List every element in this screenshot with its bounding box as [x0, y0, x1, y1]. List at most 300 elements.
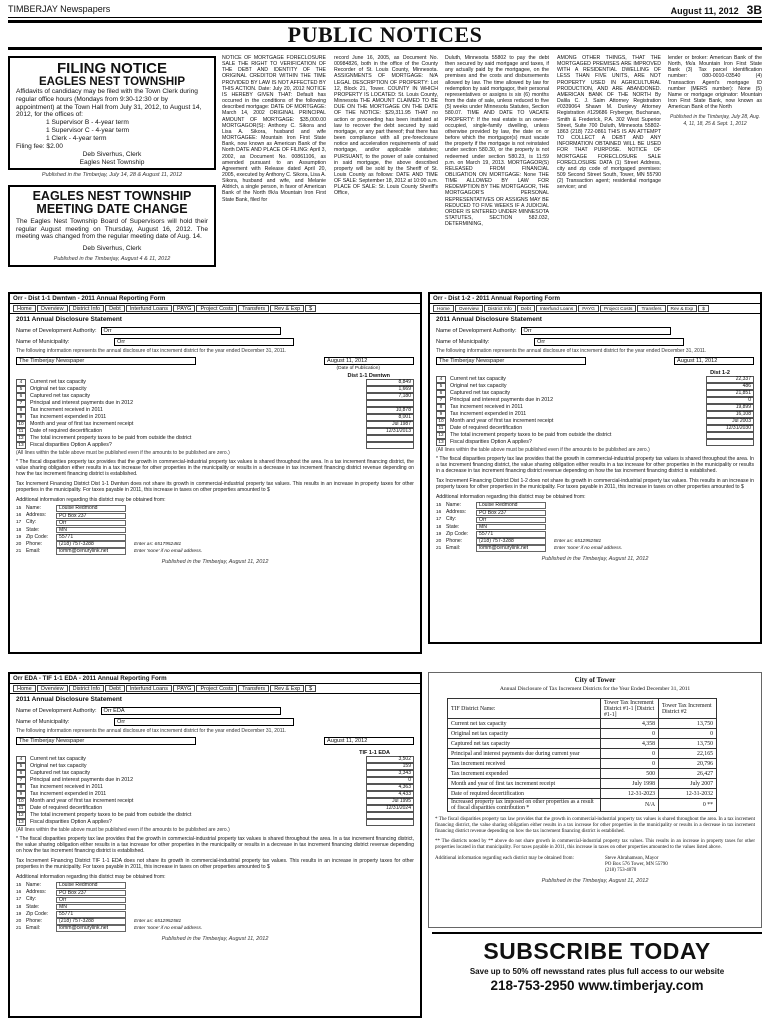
district-1-value: N/A [601, 799, 659, 812]
tab-dollar[interactable]: $ [698, 305, 709, 312]
line-number: 19 [16, 911, 22, 917]
line-label: Date of required decertification [30, 805, 103, 811]
municipality-row: Name of Municipality: Orr [430, 336, 760, 347]
line-number: 7 [16, 400, 26, 407]
district-2-value: 26,427 [659, 769, 717, 779]
line-value[interactable]: 486 [706, 383, 754, 390]
line-number: 8 [16, 784, 26, 791]
tab-project-costs[interactable]: Project Costs [600, 305, 637, 312]
contact-row [10, 548, 420, 555]
line-value[interactable] [366, 442, 414, 449]
email-hint: Enter 'none' if no email address. [554, 546, 623, 552]
pubdate-field[interactable]: August 11, 2012 [674, 357, 754, 365]
tab-transfers[interactable]: Transfers [637, 305, 665, 312]
tower-published: Published in the Timberjay, August 11, 2012 [541, 878, 649, 884]
table-row [16, 442, 414, 449]
email-hint: Enter 'none' if no email address. [134, 926, 203, 932]
line-value[interactable] [366, 819, 414, 826]
contact-row [430, 545, 760, 552]
contact-row [10, 896, 420, 903]
line-value[interactable]: 0 [366, 777, 414, 784]
tab-payg[interactable]: PAYG [578, 305, 599, 312]
disclosure-rows [10, 379, 420, 449]
contact-field[interactable]: 55771 [476, 531, 546, 538]
subscribe-contact[interactable]: 218-753-2950 www.timberjay.com [490, 978, 704, 993]
contact-label: Email: [26, 548, 41, 555]
tower-note-2: ** The districts noted by ** above do not share growth in commercial-industrial property tax values. This results in an increase in property taxes for other properties located in that municipality. For taxes payable in 2011, this increase in taxes on other properties amounted to the values listed above. [435, 839, 755, 850]
tab-overview[interactable]: Overview [37, 305, 68, 312]
line-number: 12 [16, 812, 26, 819]
line-label: Captured net tax capacity [30, 770, 91, 776]
tab-district-info[interactable]: District Info [69, 685, 105, 692]
tab-debt[interactable]: Debt [105, 685, 125, 692]
line-number: 17 [16, 520, 22, 526]
tower-title: City of Tower [574, 676, 616, 684]
line-value[interactable]: 8,849 [366, 379, 414, 386]
meeting-subtitle: MEETING DATE CHANGE [36, 202, 188, 216]
line-label: Original net tax capacity [30, 763, 87, 769]
tif-form-orr-eda [8, 672, 422, 1018]
phone-format-hint: Enter as: 6512952581 [554, 539, 602, 545]
line-value[interactable] [366, 812, 414, 819]
contact-row [10, 505, 420, 512]
line-number: 19 [16, 534, 22, 540]
header-rule [8, 17, 762, 18]
municipality-field[interactable]: Orr [114, 718, 294, 726]
column-heading: TIF 1-1 EDA [359, 750, 390, 756]
line-label: Month and year of first tax increment receipt [450, 418, 554, 424]
contact-field[interactable]: lomm@cenurylink.net [476, 545, 546, 552]
line-value[interactable]: 3,343 [366, 770, 414, 777]
table-row [16, 819, 414, 826]
district-1-value: 0 [601, 729, 659, 739]
contact-field[interactable]: (218) 757-3288 [476, 538, 546, 545]
all-lines-note: (All lines within the table above must be published even if the amounts to be published are zero.) [436, 447, 650, 453]
table-row [16, 386, 414, 393]
contact-field[interactable]: Louise Redmond [476, 502, 546, 509]
authority-field[interactable]: Orr [521, 327, 671, 335]
table-row [436, 376, 754, 383]
municipality-row: Name of Municipality: Orr [10, 716, 420, 727]
table-row [16, 812, 414, 819]
filing-fee: Filing fee: $2.00 [16, 142, 63, 150]
row-label: Increased property tax imposed on other properties as a result of fiscal disparities contribution * [448, 799, 601, 812]
contact-row [430, 538, 760, 545]
filing-notice [8, 56, 216, 178]
contact-row [430, 516, 760, 523]
line-value[interactable] [706, 432, 754, 439]
table-row [16, 770, 414, 777]
fiscal-disparities-note: * The fiscal disparities property tax law provides that the growth in commercial-industrial property tax values is shared throughout the area. In a tax increment financing district, the value sharing obligation either results in a tax increase for other properties in the municipality or results in a decrease in tax increment financing district revenue depending on how the tax increment financing district is established. [16, 836, 414, 854]
mortgage-col-5: lender or broker: American Bank of the North, f/k/a Mountain Iron First State Bank (3) Tax parcel identification number: 080-0010-03540 (4) Transaction Agent's mortgage ID number (MERS number): None (5) Name or mortgage originator: Mountain Iron First State Bank, now known as American Bank of the North Published in the Timberjay, July 28, Aug. 4, 11, 18, 25 & Sept. 1, 2012 [668, 55, 762, 127]
line-value[interactable]: 7,180 [366, 393, 414, 400]
all-lines-note: (All lines within the table above must be published even if the amounts to be published are zero.) [16, 827, 230, 833]
line-number: 21 [436, 546, 442, 552]
contact-row [10, 519, 420, 526]
line-number: 20 [16, 919, 22, 925]
phone-format-hint: Enter as: 6517952481 [134, 542, 182, 548]
line-number: 17 [436, 517, 442, 523]
tif-form-orr-dist-1-2 [428, 292, 762, 644]
contact-label: Email: [446, 545, 461, 552]
table-row [16, 421, 414, 428]
contact-row [430, 531, 760, 538]
contact-row [10, 541, 420, 548]
line-number: 5 [436, 383, 446, 390]
publication-row [10, 735, 420, 746]
tab-home[interactable]: Home [13, 685, 36, 692]
row-label: Tax increment received [448, 759, 601, 769]
contact-row [10, 512, 420, 519]
line-number: 18 [16, 904, 22, 910]
tab-dollar[interactable]: $ [305, 305, 316, 312]
form-heading: 2011 Annual Disclosure Statement [16, 316, 122, 323]
line-number: 9 [436, 411, 446, 418]
contact-field[interactable]: MN [56, 527, 126, 534]
line-value[interactable]: 22,337 [706, 376, 754, 383]
line-value[interactable]: 19,899 [706, 404, 754, 411]
line-number: 18 [436, 524, 442, 530]
contact-label: Zip Code: [446, 530, 469, 537]
filing-body: Affidavits of candidacy may be filed with the Town Clerk during regular office hours (Mondays from 9:30-12:30 or by appointment) at the Town Hall from July 31, 2012, to August 14, 2012, for the offices of: [16, 88, 202, 119]
contact-field[interactable]: (218) 757-3288 [56, 541, 126, 548]
contact-info [430, 502, 760, 552]
line-value[interactable]: Jul 1995 [366, 798, 414, 805]
line-number: 17 [16, 897, 22, 903]
office-item: 1 Supervisor B - 4-year term [46, 119, 129, 127]
table-row [16, 784, 414, 791]
line-label: Date of required decertification [450, 425, 523, 431]
district-2-value: July 2007 [659, 779, 717, 789]
table-row [16, 414, 414, 421]
fiscal-disparities-note: * The fiscal disparities property tax provides that the growth in commercial-industrial property tax values is shared throughout the area. In a tax increment financing district, the value sharing obligation either results in a tax increase for other properties in the municipality or results in a decrease in tax increment financing district revenue depending on how the tax increment financing district is established. [16, 459, 414, 477]
line-label: Current net tax capacity [450, 376, 506, 382]
table-row [16, 400, 414, 407]
contact-field[interactable]: (218) 757-3288 [56, 918, 126, 925]
contact-label: Zip Code: [26, 910, 49, 917]
contact-field[interactable]: Orr [56, 520, 126, 527]
line-value[interactable]: 4,433 [366, 791, 414, 798]
line-number: 12 [436, 432, 446, 439]
form-tabs [10, 684, 420, 694]
row-label: Date of required decertification [448, 789, 601, 799]
district-sharing-note: Tax Increment Financing District Dist 1-1 Dwntwn does not share its growth in commercial-industrial property tax values. This results in an increase in property taxes for other properties in the municipality. For taxes payable in 2011, this increase in taxes on other properties amounted to $ [16, 481, 414, 493]
authority-field[interactable]: Orr [101, 327, 281, 335]
tab-debt[interactable]: Debt [517, 305, 535, 312]
tab-transfers[interactable]: Transfers [238, 305, 269, 312]
newspaper-field[interactable]: The Timberjay Newspaper [436, 357, 586, 365]
line-number: 15 [16, 883, 22, 889]
contact-label: Phone: [26, 918, 43, 925]
district-2-value: 0 [659, 729, 717, 739]
table-row [16, 798, 414, 805]
form-note: The following information represents the annual disclosure of tax increment district for the year ended December 31, 2011. [16, 728, 287, 734]
line-number: 5 [16, 386, 26, 393]
line-label: Original net tax capacity [30, 386, 87, 392]
mortgage-col-1: NOTICE OF MORTGAGE FORECLOSURE SALE THE RIGHT TO VERIFICATION OF THE DEBT AND IDENTITY OF THE ORIGINAL CREDITOR WITHIN THE TIME PROVIDED BY LAW IS NOT AFFECTED BY THIS ACTION. Date: July 20, 2012 NOTICE IS HEREBY GIVEN THAT: Default has occurred in the conditions of the following described mortgage: DATE OF MORTGAGE: March 14, 2002 ORIGINAL PRINCIPAL AMOUNT OF MORTGAGE: $35,000.00 MORTGAGOR(S): Anthony C. Sikora and Lisa A. Sikora, husband and wife MORTGAGEE: Mountain Iron First State Bank, now known as American Bank of the North DATE AND PLACE OF FILING: April 3, 2002, as Document No. 00861106, as amended pursuant to an Assumption Agreement with Release dated April 20, 2005, executed by Anthony C. Sikora, Lisa A. Sikora, husband and wife, and Melanie Aldrich, a single person, in favor of American Bank of the North f/k/a Mountain Iron First State Bank, filed for [222, 55, 326, 203]
meeting-body: The Eagles Nest Township Board of Supervisors will hold their regular August meeting on Thursday, August 16, 2012. The meeting was changed from the regular meeting date of Aug. 14. [16, 218, 208, 241]
contact-label: Name: [26, 505, 42, 512]
line-value[interactable]: 1,669 [366, 386, 414, 393]
table-row [16, 428, 414, 435]
tab-project-costs[interactable]: Project Costs [196, 685, 237, 692]
contact-label: Phone: [446, 538, 463, 545]
column-heading: Dist 1-2 [710, 370, 730, 376]
line-value[interactable]: Jul 2003 [706, 418, 754, 425]
line-number: 5 [16, 763, 26, 770]
line-label: Month and year of first tax increment receipt [30, 798, 134, 804]
tower-subtitle: Annual Disclosure of Tax Increment Districts for the Year Ended December 31, 2011 [499, 686, 691, 692]
line-label: Original net tax capacity [450, 383, 507, 389]
contact-field[interactable]: PO Box 237 [476, 510, 546, 517]
table-row [436, 439, 754, 446]
contact-label: City: [446, 516, 457, 523]
form-note: The following information represents the annual disclosure of tax increment district for the year ended December 31, 2011. [436, 348, 707, 354]
line-number: 6 [16, 393, 26, 400]
district-1-value: 0 [601, 749, 659, 759]
pubdate-field[interactable]: August 11, 2012 [324, 357, 414, 365]
tab-project-costs[interactable]: Project Costs [196, 305, 237, 312]
line-number: 6 [436, 390, 446, 397]
line-value[interactable]: 8,001 [366, 414, 414, 421]
district-sharing-note: Tax Increment Financing District Dist 1-2 does not share its growth in commercial-industrial property tax values. This results in an increase in property taxes for other properties in the municipality. For taxes payable in 2011, this increase in taxes on other properties amounted to $ [436, 478, 754, 490]
tif-form-orr-dist-1-1 [8, 292, 422, 654]
contact-field[interactable]: MN [476, 524, 546, 531]
table-header-row [448, 699, 717, 719]
table-row [448, 779, 717, 789]
table-row [448, 729, 717, 739]
line-value[interactable]: 12/31/2024 [366, 805, 414, 812]
contact-field[interactable]: Louise Redmond [56, 882, 126, 889]
tab-rev-exp[interactable]: Rev & Exp [667, 305, 698, 312]
table-row [448, 749, 717, 759]
pubdate-field[interactable]: August 11, 2012 [324, 737, 414, 745]
tab-district-info[interactable]: District Info [69, 305, 105, 312]
line-label: Tax increment received in 2011 [30, 407, 103, 413]
line-label: The total increment property taxes to be paid from outside the district [450, 432, 612, 438]
district-2-value: 20,796 [659, 759, 717, 769]
municipality-field[interactable]: Orr [114, 338, 294, 346]
tab-rev-exp[interactable]: Rev & Exp [270, 685, 304, 692]
newspaper-field[interactable]: The Timberjay Newspaper [16, 357, 196, 365]
line-value[interactable]: 16,108 [706, 411, 754, 418]
table-row [436, 411, 754, 418]
contact-field[interactable]: Orr [476, 517, 546, 524]
tab-payg[interactable]: PAYG [173, 305, 195, 312]
table-row [448, 789, 717, 799]
line-value[interactable]: 3,502 [366, 756, 414, 763]
line-label: Tax increment expended in 2011 [450, 411, 527, 417]
tower-note-1: * The fiscal disparities property tax law provides that the growth in commercial-industrial property tax values is shared throughout the area. In a tax increment financing district, the value sharing obligation either results in a tax increase for other properties in the municipality or results in a decrease in tax increment financing district revenue depending on how the tax increment financing district is established. [435, 817, 755, 834]
line-number: 8 [436, 404, 446, 411]
office-list [16, 119, 208, 142]
table-row [16, 763, 414, 770]
line-number: 10 [16, 421, 26, 428]
contact-row [10, 904, 420, 911]
tab-interfund-loans[interactable]: Interfund Loans [126, 685, 172, 692]
district-1-value: 12-31-2023 [601, 789, 659, 799]
district-2-value: 12-31-2032 [659, 789, 717, 799]
table-row [448, 739, 717, 749]
contact-field[interactable]: Louise Redmond [56, 505, 126, 512]
line-number: 16 [436, 510, 442, 516]
tab-interfund-loans[interactable]: Interfund Loans [126, 305, 172, 312]
table-row [448, 799, 717, 812]
line-number: 11 [16, 428, 26, 435]
tab-home[interactable]: Home [433, 305, 454, 312]
table-row [16, 777, 414, 784]
authority-row: Name of Development Authority: Orr [430, 325, 760, 336]
line-label: Principal and interest payments due in 2012 [30, 777, 134, 783]
line-label: Current net tax capacity [30, 379, 86, 385]
line-number: 11 [436, 425, 446, 432]
table-row [448, 759, 717, 769]
tab-overview[interactable]: Overview [37, 685, 68, 692]
form-published: Published in the Timberjay, August 11, 2012 [541, 556, 649, 563]
contact-info [10, 882, 420, 932]
line-label: Tax increment expended in 2011 [30, 414, 107, 420]
office-item: 1 Clerk - 4-year term [46, 134, 107, 142]
table-row [436, 425, 754, 432]
line-value[interactable]: 12/31/2013 [366, 428, 414, 435]
header-district-1: Tower Tax Increment District #1-1 [District #1-1] [601, 699, 659, 719]
line-value[interactable]: 12/31/2030 [706, 425, 754, 432]
line-label: Date of required decertification [30, 428, 103, 434]
table-row [448, 719, 717, 729]
line-number: 8 [16, 407, 26, 414]
tab-district-info[interactable]: District Info [484, 305, 516, 312]
all-lines-note: (All lines within the table above must be published even if the amounts to be published are zero.) [16, 450, 230, 456]
contact-field[interactable]: 55771 [56, 911, 126, 918]
row-label: Current net tax capacity [448, 719, 601, 729]
tower-contact-address: PO Box 576 Tower, MN 55790 [605, 862, 668, 867]
line-number: 4 [16, 756, 26, 763]
contact-field[interactable]: PO Box 237 [56, 513, 126, 520]
additional-info-label: Additional information regarding this district may be obtained from: [16, 497, 166, 503]
line-value[interactable]: Jul 1987 [366, 421, 414, 428]
line-number: 20 [436, 539, 442, 545]
contact-field[interactable]: MN [56, 904, 126, 911]
row-label: Tax increment expended [448, 769, 601, 779]
line-number: 19 [436, 531, 442, 537]
filing-signature: Deb Siverhus, Clerk Eagles Nest Township [79, 151, 145, 166]
contact-field[interactable]: 55771 [56, 534, 126, 541]
table-row [16, 407, 414, 414]
tab-payg[interactable]: PAYG [173, 685, 195, 692]
line-number: 21 [16, 549, 22, 555]
line-label: The total increment property taxes to be paid from outside the district [30, 435, 192, 441]
contact-label: Address: [446, 509, 467, 516]
tower-contact-name: Steve Abrahamson, Mayor [605, 856, 659, 861]
district-2-value: 22,165 [659, 749, 717, 759]
table-row [436, 404, 754, 411]
contact-field[interactable]: lomm@cenurylink.net [56, 548, 126, 555]
line-value[interactable] [706, 439, 754, 446]
contact-field[interactable]: Orr [56, 897, 126, 904]
line-number: 4 [436, 376, 446, 383]
line-value[interactable]: 4,363 [366, 784, 414, 791]
tab-transfers[interactable]: Transfers [238, 685, 269, 692]
municipality-field[interactable]: Orr [534, 338, 684, 346]
tab-overview[interactable]: Overview [455, 305, 483, 312]
line-value[interactable]: 21,851 [706, 390, 754, 397]
line-number: 13 [16, 442, 26, 449]
line-number: 6 [16, 770, 26, 777]
form-title-bar: Orr EDA - TIF 1-1 EDA - 2011 Annual Reporting Form [10, 674, 420, 684]
meeting-title: EAGLES NEST TOWNSHIP [32, 189, 192, 203]
contact-row [10, 882, 420, 889]
header-district-2: Tower Tax Increment District #2 [659, 699, 717, 719]
contact-field[interactable]: PO Box 237 [56, 890, 126, 897]
authority-field[interactable]: Orr EDA [101, 707, 281, 715]
line-value[interactable] [366, 435, 414, 442]
table-row [448, 769, 717, 779]
contact-label: Phone: [26, 541, 43, 548]
authority-row: Name of Development Authority: Orr EDA [10, 705, 420, 716]
line-number: 13 [16, 819, 26, 826]
tab-interfund-loans[interactable]: Interfund Loans [536, 305, 577, 312]
tab-rev-exp[interactable]: Rev & Exp [270, 305, 304, 312]
newspaper-field[interactable]: The Timberjay Newspaper [16, 737, 196, 745]
tab-home[interactable]: Home [13, 305, 36, 312]
office-item: 1 Supervisor C - 4-year term [46, 126, 130, 134]
tower-disclosure [428, 672, 762, 928]
line-label: The total increment property taxes to be paid from outside the district [30, 812, 192, 818]
contact-row [10, 889, 420, 896]
contact-row [430, 524, 760, 531]
fiscal-disparities-note: * The fiscal disparities property tax law provides that the growth in commercial-industrial property tax values is shared throughout the area. In a tax increment financing district, the value sharing obligation either results in a tax increase for other properties in the municipality or results in a decrease in tax increment financing district revenue depending on how the tax increment financing district is established. [436, 456, 754, 474]
additional-info-label: Additional information regarding this district may be obtained from: [16, 874, 166, 880]
contact-row [430, 509, 760, 516]
disclosure-rows [430, 376, 760, 446]
line-label: Tax increment expended in 2011 [30, 791, 107, 797]
contact-row [10, 534, 420, 541]
district-2-value: 13,750 [659, 719, 717, 729]
table-row [16, 791, 414, 798]
contact-label: Zip Code: [26, 533, 49, 540]
line-number: 4 [16, 379, 26, 386]
contact-field[interactable]: lomm@cenurylink.net [56, 925, 126, 932]
table-row [436, 397, 754, 404]
contact-label: City: [26, 896, 37, 903]
subscribe-offer: Save up to 50% off newsstand rates plus full access to our website [469, 967, 725, 976]
form-heading: 2011 Annual Disclosure Statement [16, 696, 122, 703]
tab-dollar[interactable]: $ [305, 685, 316, 692]
form-tabs [10, 304, 420, 314]
line-number: 15 [16, 506, 22, 512]
line-value[interactable]: 159 [366, 763, 414, 770]
row-label: Month and year of first tax increment receipt [448, 779, 601, 789]
filing-subtitle: EAGLES NEST TOWNSHIP [38, 76, 186, 88]
line-label: Captured net tax capacity [30, 393, 91, 399]
line-value[interactable]: 0 [706, 397, 754, 404]
publication-row [10, 355, 420, 366]
mortgage-col-2: record June 16, 2005, as Document No. 00984826, both in the office of the County Recorder of St. Louis County, Minnesota. ASSIGNMENTS OF MORTGAGE: N/A LEGAL DESCRIPTION OF PROPERTY: Lot 12, Block 21, Tower. COUNTY IN WHICH PROPERTY IS LOCATED: St. Louis County, Minnesota THE AMOUNT CLAIMED TO BE DUE ON THE MORTGAGE ON THE DATE OF THE NOTICE: $29,311.95 THAT no action or proceeding has been instituted at law to recover the debt secured by said mortgage, or any part thereof; that there has been compliance with all pre-foreclosure notice and acceleration requirements of said mortgage, and/or applicable statutes; PURSUANT, to the power of sale contained in said mortgage, the above described property will be sold by the Sheriff of St. Louis County as follows: DATE AND TIME OF SALE: September 18, 2012 at 10:00 a.m. PLACE OF SALE: St. Louis County Sheriff's Office, [334, 55, 438, 197]
contact-label: Name: [446, 502, 462, 509]
disclosure-rows [10, 756, 420, 826]
subscribe-ad[interactable] [432, 932, 762, 1020]
line-label: Tax increment received in 2011 [30, 784, 103, 790]
tab-debt[interactable]: Debt [105, 305, 125, 312]
row-label: Captured net tax capacity [448, 739, 601, 749]
phone-format-hint: Enter as: 6512952581 [134, 919, 182, 925]
page-number: 3B [746, 3, 762, 17]
line-value[interactable]: 10,878 [366, 407, 414, 414]
tower-contact [435, 856, 755, 874]
contact-label: City: [26, 519, 37, 526]
filing-title: FILING NOTICE [57, 60, 167, 77]
line-value[interactable] [366, 400, 414, 407]
